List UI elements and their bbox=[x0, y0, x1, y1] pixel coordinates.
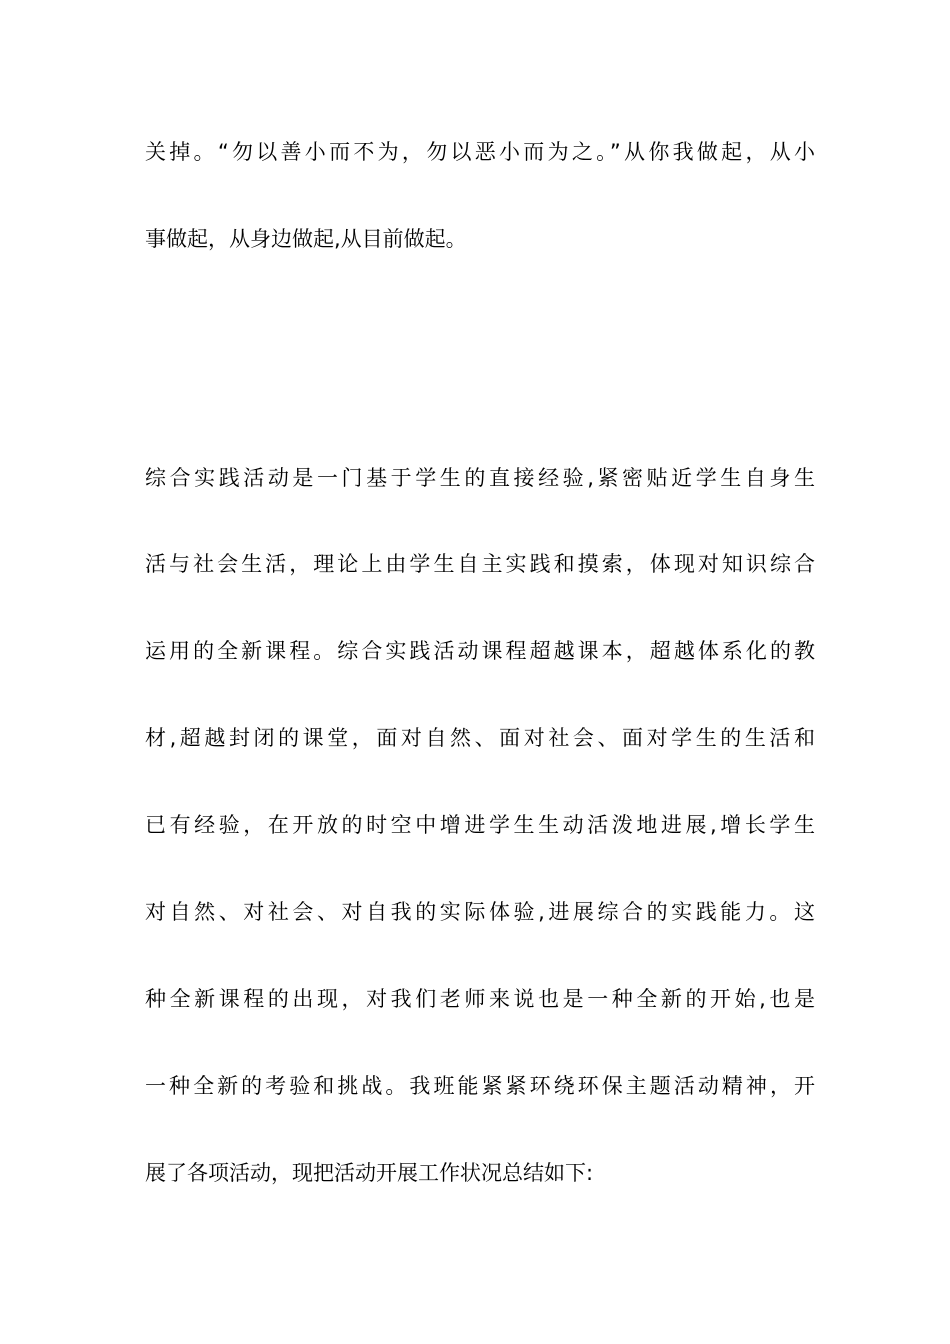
text-line: 对自然、对社会、对自我的实际体验,进展综合的实践能力。这 bbox=[145, 900, 815, 924]
text-line: 综合实践活动是一门基于学生的直接经验,紧密贴近学生自身生 bbox=[145, 466, 815, 490]
text-line: 关掉。“勿以善小而不为，勿以恶小而为之。”从你我做起，从小 bbox=[145, 140, 815, 164]
text-line: 事做起，从身边做起,从目前做起。 bbox=[145, 227, 467, 251]
text-line: 展了各项活动，现把活动开展工作状况总结如下: bbox=[145, 1161, 594, 1185]
text-line: 活与社会生活，理论上由学生自主实践和摸索，体现对知识综合 bbox=[145, 552, 815, 576]
text-line: 已有经验，在开放的时空中增进学生生动活泼地进展,增长学生 bbox=[145, 813, 815, 837]
text-line: 运用的全新课程。综合实践活动课程超越课本，超越体系化的教 bbox=[145, 639, 815, 663]
text-line: 材,超越封闭的课堂，面对自然、面对社会、面对学生的生活和 bbox=[145, 726, 815, 750]
text-line: 种全新课程的出现，对我们老师来说也是一种全新的开始,也是 bbox=[145, 987, 815, 1011]
text-line: 一种全新的考验和挑战。我班能紧紧环绕环保主题活动精神，开 bbox=[145, 1074, 815, 1098]
